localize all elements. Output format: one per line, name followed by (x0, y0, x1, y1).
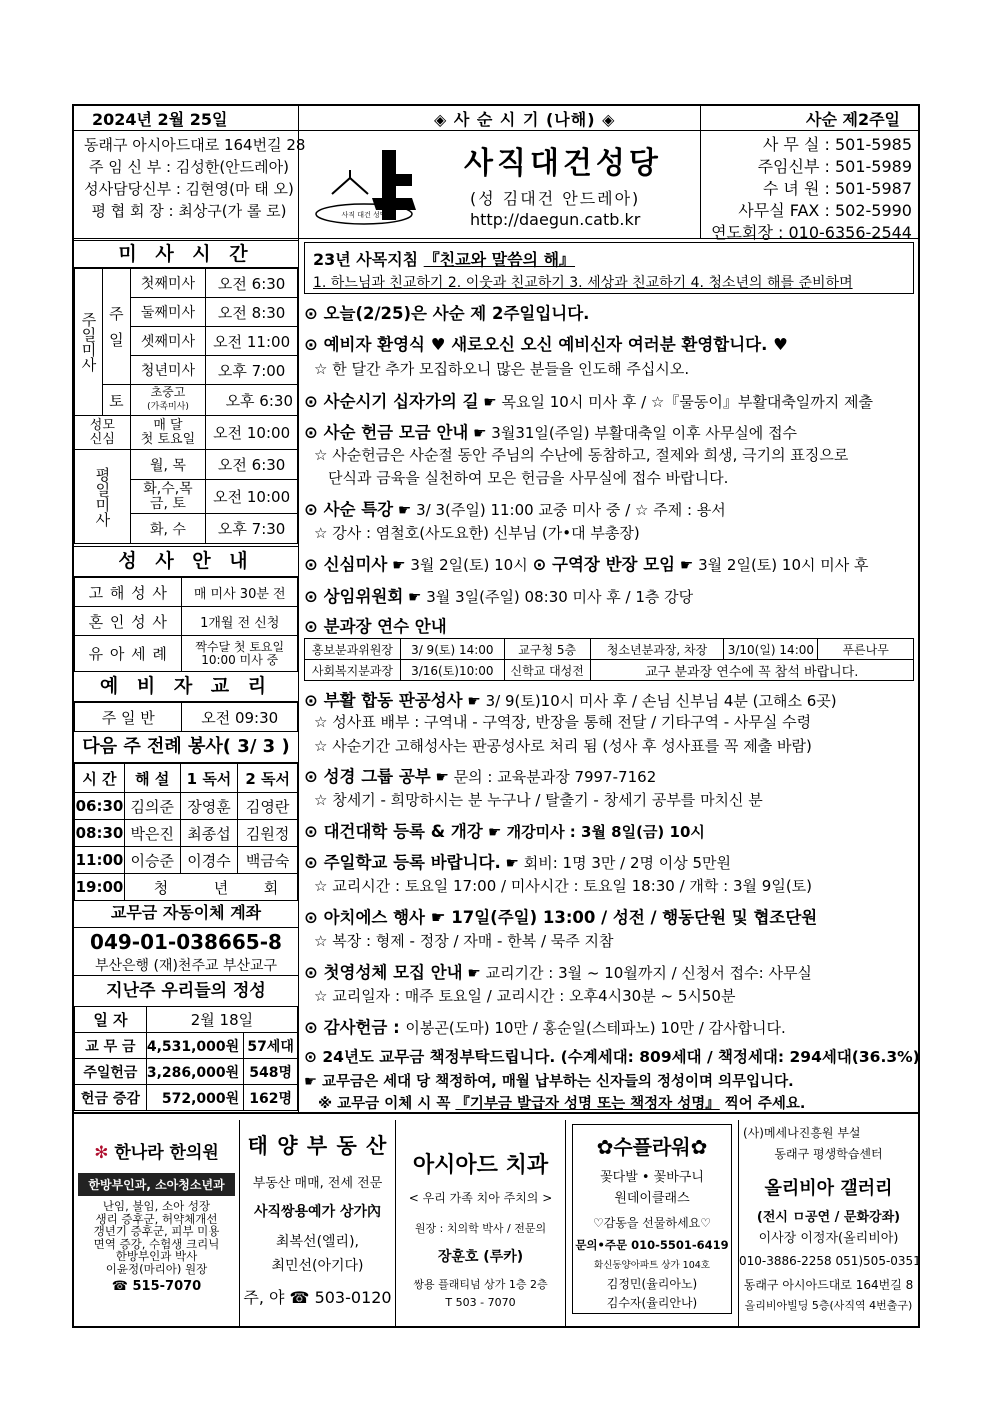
training-place: 신학교 대성전 (504, 660, 590, 681)
reader-2: 김영란 (238, 793, 298, 820)
ad5-line4: 010-3886-2258 051)505-0351 (739, 1254, 921, 1268)
liturgical-season: ◈ 사 순 시 기 (나해) ◈ (434, 110, 616, 129)
contact-pastor: 주임신부 : 501-5989 (757, 157, 912, 176)
sacrament-name: 유 아 세 례 (75, 636, 182, 672)
mass-time: 오전 6:30 (206, 269, 298, 298)
col-header: 1 독서 (180, 764, 238, 793)
mass-name: 셋째미사 (130, 327, 206, 356)
flower-icon: ✻ (94, 1143, 109, 1163)
ad-suflower (572, 1124, 732, 1314)
parish-address: 동래구 아시아드대로 164번길 28 (84, 136, 306, 154)
ad4-line6: 김정민(율리아노) (606, 1277, 698, 1291)
church-logo (312, 148, 432, 228)
training-role: 청소년분과장, 차장 (590, 639, 724, 660)
donation-account: 049-01-038665-8 (90, 930, 282, 954)
sacrament-title: 성 사 안 내 (74, 546, 298, 577)
training-date: 3/ 9(토) 14:00 (400, 639, 504, 660)
mass-times-title: 미 사 시 간 (74, 240, 298, 268)
ad1-name: ✻ 한나라 한의원 (94, 1143, 219, 1163)
news-9-sub2: ☆ 사순기간 고해성사는 판공성사로 처리 됨 (성사 후 성사표를 꼭 제출 바람) (314, 737, 812, 755)
news-15: ⊙ 감사헌금 : 이봉곤(도마) 10만 / 홍순일(스테파노) 10만 / 감사합니다. (304, 1018, 786, 1037)
offering-type: 교 무 금 (75, 1033, 147, 1059)
news-4-sub2: 단식과 금육을 실천하여 모은 헌금을 사무실에 접수 바랍니다. (328, 469, 729, 487)
offering-count: 548명 (244, 1059, 298, 1085)
offering-type: 헌금 증감 (75, 1085, 147, 1111)
service-time: 19:00 (75, 874, 125, 901)
news-16: ⊙ 24년도 교무금 책정부탁드립니다. (수계세대: 809세대 / 책정세대: 294세대(36.3%) (304, 1048, 920, 1066)
church-name: 사직대건성당 (464, 146, 662, 181)
saturday-mass-name: 초중고 (가족미사) (130, 385, 206, 416)
sacrament-name: 고 해 성 사 (75, 578, 182, 607)
training-date: 3/16(토)10:00 (400, 660, 504, 681)
ad1-band: 한방부인과, 소아청소년과 (78, 1173, 235, 1196)
training-place: 푸른나무 (818, 639, 914, 660)
col-header: 시 간 (75, 764, 125, 793)
news-3: ⊙ 사순시기 십자가의 길 ☛ 목요일 10시 미사 후 / ☆『물동이』부활대축일까지 제출 (304, 392, 874, 411)
marian-devotion-day: 매 달 첫 토요일 (130, 416, 206, 450)
news-10: ⊙ 성경 그룹 공부 ☛ 문의 : 교육분과장 7997-7162 (304, 767, 657, 786)
weekday-time: 오전 10:00 (206, 480, 298, 514)
mass-time: 오후 7:00 (206, 356, 298, 385)
commentator: 이승준 (124, 847, 180, 874)
svg-text:사직 대건 성당: 사직 대건 성당 (341, 211, 387, 219)
mass-times-table (74, 268, 298, 544)
ad5-line5: 동래구 아시아드대로 164번길 8 (743, 1278, 914, 1292)
contact-office: 사 무 실 : 501-5985 (762, 135, 912, 154)
mass-name: 청년미사 (130, 356, 206, 385)
weekday-time: 오후 7:30 (206, 514, 298, 544)
training-role: 사회복지분과장 (305, 660, 401, 681)
reader-1: 최종섭 (180, 820, 238, 847)
donation-title: 교무금 자동이체 계좌 (74, 900, 298, 928)
weekday-days: 화,수,목 금, 토 (130, 480, 206, 514)
donation-bank: 부산은행 (재)천주교 부산교구 (94, 958, 278, 974)
training-note: 교구 분과장 연수에 꼭 참석 바랍니다. (590, 660, 913, 681)
news-14: ⊙ 첫영성체 모집 안내 ☛ 교리기간 : 3월 ~ 10월까지 / 신청서 접수: 사무실 (304, 963, 812, 982)
ad3-line5: T 503 - 7070 (445, 1296, 516, 1309)
contact-memorial: 연도회장 : 010-6356-2544 (711, 223, 912, 242)
ad3-line2: 원장 : 치의학 박사 / 전문의 (414, 1222, 547, 1235)
service-time: 11:00 (75, 847, 125, 874)
catechumen-class: 주 일 반 (75, 703, 182, 732)
weekday-days: 월, 목 (130, 450, 206, 480)
website-link[interactable]: http://daegun.catb.kr (470, 210, 641, 229)
news-1: ⊙ 오늘(2/25)은 사순 제 2주일입니다. (304, 304, 590, 323)
mass-time: 오전 8:30 (206, 298, 298, 327)
catechumen-title: 예 비 자 교 리 (74, 671, 298, 702)
col-header: 2 독서 (238, 764, 298, 793)
news-9-sub1: ☆ 성사표 배부 : 구역내 - 구역장, 반장을 통해 전달 / 기타구역 - 사무실 수령 (314, 713, 812, 731)
sunday-mass-label: 주일미사 (75, 269, 103, 416)
ad5-name: 올리비아 갤러리 (764, 1178, 893, 1199)
ad3-line1: < 우리 가족 치아 주치의 > (408, 1191, 553, 1205)
ad4-name: ✿수플라워✿ (596, 1135, 708, 1159)
offering-date: 2월 18일 (146, 1007, 297, 1033)
ad-hanara-clinic (74, 1120, 240, 1326)
ad-asiad-dental (396, 1120, 566, 1326)
news-7: ⊙ 상임위원회 ☛ 3월 3일(주일) 08:30 미사 후 / 1층 강당 (304, 587, 694, 606)
offering-date-label: 일 자 (75, 1007, 147, 1033)
col-header: 해 설 (124, 764, 180, 793)
liturgical-week: 사순 제2주일 (806, 110, 900, 129)
reader-2: 백금숙 (238, 847, 298, 874)
ad2-line1: 부동산 매매, 전세 전문 (252, 1176, 383, 1191)
news-16-sub2: ※ 교무금 이체 시 꼭 『기부금 발급자 성명 또는 책정자 성명』 찍어 주세요. (318, 1096, 806, 1112)
news-5: ⊙ 사순 특강 ☛ 3/ 3(주일) 11:00 교중 미사 중 / ☆ 주제 : 용서 (304, 500, 726, 519)
youth-service: 청 년 회 (124, 874, 297, 901)
bulletin-date: 2024년 2월 25일 (92, 110, 228, 129)
ad4-line1: 꽃다발 • 꽃바구니 (600, 1170, 704, 1185)
catechumen-time: 오전 09:30 (182, 703, 298, 732)
ad4-line7: 김수자(율리안나) (606, 1296, 698, 1310)
news-5-sub: ☆ 강사 : 염철호(사도요한) 신부님 (가•대 부총장) (314, 524, 640, 542)
weekday-days: 화, 수 (130, 514, 206, 544)
motto-title: 23년 사목지침 『친교와 말씀의 해』 (313, 250, 576, 269)
ad5-line2: (전시 ㅁ공연 / 문화강좌) (756, 1210, 901, 1225)
ad4-line5: 화신동양아파트 상가 104호 (594, 1260, 710, 1271)
sacrament-name: 혼 인 성 사 (75, 607, 182, 636)
news-13-sub: ☆ 복장 : 형제 - 정장 / 자매 - 한복 / 묵주 지참 (314, 932, 614, 950)
ad2-name: 태 양 부 동 산 (247, 1134, 388, 1158)
news-2: ⊙ 예비자 환영식 ♥ 새로오신 오신 예비신자 여러분 환영합니다. ♥ (304, 335, 788, 354)
council-president: 평 협 회 장 : 최상구(가 롤 로) (91, 202, 287, 220)
ad-olivia-gallery (738, 1120, 921, 1326)
news-8: ⊙ 분과장 연수 안내 (304, 617, 447, 636)
commentator: 박은진 (124, 820, 180, 847)
pastoral-motto-box (304, 242, 914, 294)
mass-name: 둘째미사 (130, 298, 206, 327)
offering-table (74, 1006, 298, 1111)
news-14-sub: ☆ 교리일자 : 매주 토요일 / 교리시간 : 오후4시30분 ~ 5시50분 (314, 987, 736, 1005)
ad2-line3: 최복선(엘리), (276, 1234, 359, 1250)
offering-title: 지난주 우리들의 정성 (74, 975, 298, 1007)
patron-saint: (성 김대건 안드레아) (470, 189, 641, 208)
ad3-line4: 쌍용 플래티넘 상가 1층 2층 (413, 1278, 548, 1291)
weekday-mass-label: 평일미사 (75, 450, 131, 544)
news-4: ⊙ 사순 헌금 모금 안내 ☛ 3월31일(주일) 부활대축일 이후 사무실에 접수 (304, 423, 798, 442)
service-time: 08:30 (75, 820, 125, 847)
service-time: 06:30 (75, 793, 125, 820)
offering-amount: 3,286,000원 (146, 1059, 243, 1085)
sacrament-info: 1개월 전 신청 (182, 607, 298, 636)
news-10-sub: ☆ 창세기 - 희망하시는 분 누구나 / 탈출기 - 창세기 공부를 마치신 분 (314, 791, 763, 809)
pastor: 주 임 신 부 : 김성한(안드레아) (89, 158, 289, 176)
catechumen-table (74, 702, 298, 732)
training-table (304, 638, 914, 681)
ad5-line6: 올리비아빌딩 5층(사직역 4번출구) (744, 1299, 913, 1312)
marian-devotion-time: 오전 10:00 (206, 416, 298, 450)
ad4-line4: 문의•주문 010-5501-6419 (575, 1238, 729, 1252)
offering-amount: 572,000원 (146, 1085, 243, 1111)
ad4-line3: ♡감동을 선물하세요♡ (592, 1216, 712, 1230)
commentator: 김의준 (124, 793, 180, 820)
contact-list (700, 134, 912, 244)
motto-items: 1. 하느님과 친교하기 2. 이웃과 친교하기 3. 세상과 친교하기 4. 청소년의 해를 준비하며 (313, 275, 853, 291)
training-date: 3/10(일) 14:00 (724, 639, 818, 660)
training-role: 홍보분과위원장 (305, 639, 401, 660)
ad1-lines: 난임, 불임, 소아 성장 생리 증후군, 허약체개선 갱년기 증후군, 피부 미용 면역 증강, 수험생 크리닉 한방부인과 박사 이윤정(마리아) 원장 (93, 1199, 220, 1276)
weekday-time: 오전 6:30 (206, 450, 298, 480)
news-16-sub1: ☛ 교무금은 세대 당 책정하여, 매월 납부하는 신자들의 정성이며 의무입니다. (304, 1074, 794, 1090)
news-13: ⊙ 아치에스 행사 ☛ 17일(주일) 13:00 / 성전 / 행동단원 및 협조단원 (304, 908, 818, 927)
news-2-sub: ☆ 한 달간 추가 모집하오니 많은 분들을 인도해 주십시오. (314, 360, 690, 378)
mass-name: 첫째미사 (130, 269, 206, 298)
news-12-sub: ☆ 교리시간 : 토요일 17:00 / 미사시간 : 토요일 18:30 / 개학 : 3월 9일(토) (314, 877, 813, 895)
marian-devotion-label: 성모 신심 (75, 416, 131, 450)
ad5-line0: (사)메세나진흥원 부설 (743, 1126, 861, 1140)
mass-time: 오전 11:00 (206, 327, 298, 356)
offering-amount: 4,531,000원 (146, 1033, 243, 1059)
liturgy-service-table (74, 763, 298, 901)
offering-count: 57세대 (244, 1033, 298, 1059)
ad4-line2: 원데이클래스 (614, 1191, 690, 1206)
ad2-line4: 최민선(아기다) (271, 1258, 364, 1274)
reader-2: 김원정 (238, 820, 298, 847)
reader-1: 이경수 (180, 847, 238, 874)
sacrament-table (74, 577, 298, 672)
contact-fax: 사무실 FAX : 502-5990 (738, 201, 912, 220)
training-place: 교구청 5층 (504, 639, 590, 660)
ad1-phone: ☎ 515-7070 (111, 1279, 202, 1294)
sunday-label: 주 일 (102, 269, 130, 385)
news-12: ⊙ 주일학교 등록 바랍니다. ☛ 회비: 1명 3만 / 2명 이상 5만원 (304, 853, 732, 872)
contact-convent: 수 녀 원 : 501-5987 (762, 179, 912, 198)
liturgy-service-title: 다음 주 전례 봉사( 3/ 3 ) (74, 731, 298, 763)
offering-type: 주일헌금 (75, 1059, 147, 1085)
ad2-line2: 사직쌍용예가 상가內 (253, 1204, 382, 1220)
news-9: ⊙ 부활 합동 판공성사 ☛ 3/ 9(토)10시 미사 후 / 손님 신부님 4분 (고해소 6곳) (304, 691, 837, 710)
assistant-priest: 성사담당신부 : 김현영(마 태 오) (84, 180, 294, 198)
ad5-line1: 동래구 평생학습센터 (774, 1147, 883, 1161)
sacrament-info: 매 미사 30분 전 (182, 578, 298, 607)
saturday-label: 토 (102, 385, 130, 416)
parish-info (84, 134, 306, 222)
offering-count: 162명 (244, 1085, 298, 1111)
reader-1: 장영훈 (180, 793, 238, 820)
saturday-mass-time: 오후 6:30 (206, 385, 298, 416)
news-11: ⊙ 대건대학 등록 & 개강 ☛ 개강미사 : 3월 8일(금) 10시 (304, 822, 705, 841)
ad5-line3: 이사장 이정자(올리비아) (758, 1231, 899, 1246)
ad2-phone: 주, 야 ☎ 503-0120 (243, 1288, 392, 1307)
ad-taeyang-realty (240, 1120, 396, 1326)
news-6: ⊙ 신심미사 ☛ 3월 2일(토) 10시 ⊙ 구역장 반장 모임 ☛ 3월 2일(토) 10시 미사 후 (304, 555, 869, 574)
news-4-sub1: ☆ 사순헌금은 사순절 동안 주님의 수난에 동참하고, 절제와 희생, 극기의 표징으로 (314, 446, 849, 464)
sacrament-info: 짝수달 첫 토요일 10:00 미사 중 (182, 636, 298, 672)
ad3-line3: 장훈호 (루카) (437, 1249, 524, 1265)
ad3-name: 아시아드 치과 (412, 1153, 549, 1178)
